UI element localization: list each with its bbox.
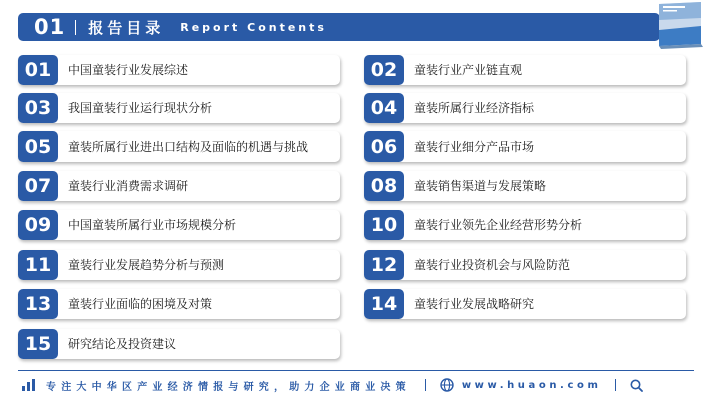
toc-item-14[interactable]: [364, 289, 686, 319]
toc-number: 07: [18, 171, 58, 201]
toc-item-04[interactable]: [364, 93, 686, 123]
toc-label: 童装行业投资机会与风险防范: [414, 258, 571, 272]
toc-item-09[interactable]: [18, 210, 340, 240]
bars-icon: [22, 379, 36, 391]
toc-number: 10: [364, 210, 404, 240]
toc-item-07[interactable]: [18, 171, 340, 201]
footer-url-link[interactable]: www.huaon.com: [461, 379, 602, 391]
footer-separator: [425, 379, 426, 391]
toc-number: 03: [18, 93, 58, 123]
toc-item-10[interactable]: [364, 210, 686, 240]
toc-item-06[interactable]: [364, 131, 686, 162]
toc-item-11[interactable]: [18, 250, 340, 280]
toc-label: 研究结论及投资建议: [68, 337, 177, 351]
toc-number: 12: [364, 250, 404, 280]
toc-number: 08: [364, 171, 404, 201]
section-number: 01: [34, 15, 66, 39]
toc-label: 童装销售渠道与发展策略: [414, 179, 547, 193]
toc-label: 童装所属行业经济指标: [414, 101, 535, 115]
book-cover-icon: [655, 0, 705, 50]
toc-label: 童装行业面临的困境及对策: [68, 297, 213, 311]
header-divider: [75, 20, 76, 35]
footer-separator: [615, 379, 616, 391]
toc-label: 童装行业产业链直观: [414, 63, 523, 77]
toc-number: 04: [364, 93, 404, 123]
toc-label: 我国童装行业运行现状分析: [68, 101, 213, 115]
toc-item-05[interactable]: [18, 131, 340, 162]
toc-number: 09: [18, 210, 58, 240]
toc-number: 05: [18, 131, 58, 162]
toc-item-02[interactable]: [364, 55, 686, 85]
toc-item-01[interactable]: [18, 55, 340, 85]
toc-label: 童装行业细分产品市场: [414, 139, 535, 154]
header-banner: [18, 13, 660, 41]
toc-label: 童装行业领先企业经营形势分析: [414, 218, 583, 232]
toc-number: 14: [364, 289, 404, 319]
toc-item-12[interactable]: [364, 250, 686, 280]
page-subtitle: Report Contents: [180, 20, 327, 34]
toc-label: 中国童装行业发展综述: [68, 63, 189, 77]
toc-label: 童装所属行业进出口结构及面临的机遇与挑战: [68, 139, 309, 154]
toc-number: 02: [364, 55, 404, 85]
footer: [18, 374, 698, 396]
footer-slogan: 专注大中华区产业经济情报与研究，助力企业商业决策: [46, 381, 411, 393]
page-title: 报告目录: [88, 18, 165, 37]
toc-number: 01: [18, 55, 58, 85]
toc-label: 中国童装所属行业市场规模分析: [68, 218, 237, 232]
toc-item-08[interactable]: [364, 171, 686, 201]
toc-number: 13: [18, 289, 58, 319]
toc-item-03[interactable]: [18, 93, 340, 123]
toc-item-15[interactable]: [18, 329, 340, 359]
toc-number: 11: [18, 250, 58, 280]
globe-icon: [440, 378, 454, 392]
toc-number: 06: [364, 131, 404, 162]
toc-number: 15: [18, 329, 58, 359]
toc-label: 童装行业发展战略研究: [414, 297, 535, 311]
toc-item-13[interactable]: [18, 289, 340, 319]
toc-label: 童装行业发展趋势分析与预测: [68, 258, 225, 272]
footer-divider: [18, 370, 694, 371]
toc-label: 童装行业消费需求调研: [68, 179, 189, 193]
search-icon[interactable]: [630, 379, 643, 392]
